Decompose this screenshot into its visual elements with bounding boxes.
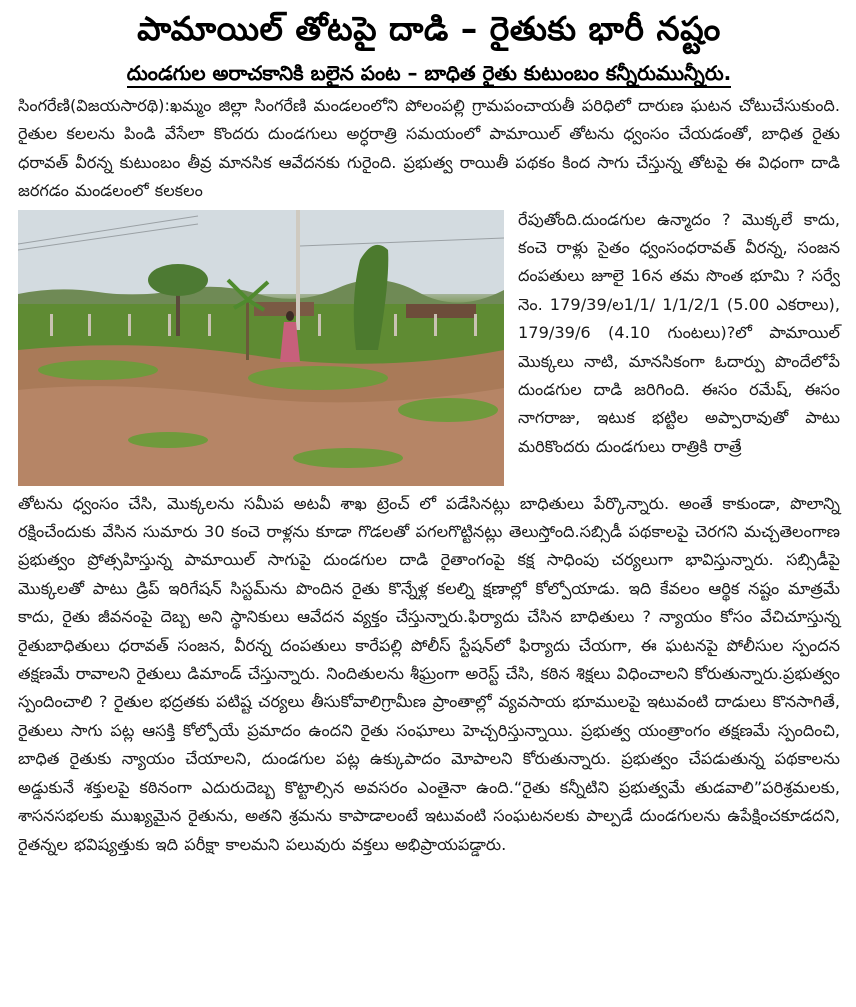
article-main-text: తోటను ధ్వంసం చేసి, మొక్కలను సమీప అటవీ శాఖ ట్రెంచ్ లో పడేసినట్లు బాధితులు పేర్కొన్నారు. అంతే కాకుండా, పొలాన్ని రక్షించేందుకు వేసిన సుమారు 30 కంచె రాళ్లను కూడా గొడలతో పగలగొట్టినట్లు తెలుస్తోంది.సబ్సిడీ పథకాలపై చెరగని మచ్చతెలంగాణ ప్రభుత్వం ప్రోత్సహిస్తున్న పామాయిల్ సాగుపై దుండగుల దాడి రైతాంగంపై కక్ష సాధింపు చర్యలుగా భావిస్తున్నారు. సబ్సిడీపై మొక్కలతో పాటు డ్రిప్ ఇరిగేషన్ సిస్టమ్‌ను పొందిన రైతు కొన్నేళ్ల కలల్ని క్షణాల్లో కోల్పోయాడు. ఇది కేవలం ఆర్థిక నష్టం మాత్రమే కాదు, రైతు జీవనంపై దెబ్బ అని స్థానికులు ఆవేదన వ్యక్తం చేస్తున్నారు.ఫిర్యాదు చేసిన బాధితులు ? న్యాయం కోసం వేచిచూస్తున్న రైతుబాధితులు ధరావత్ సంజన, వీరన్న దంపతులు కారేపల్లి పోలీస్ స్టేషన్‌లో ఫిర్యాదు చేయగా, ఈ ఘటనపై పోలీసుల స్పందన తక్షణమే రావాలని రైతులు డిమాండ్ చేస్తున్నారు. నిందితులను శీఘ్రంగా అరెస్ట్ చేసి, కఠిన శిక్షలు విధించాలని కోరుతున్నారు.ప్రభుత్వం స్పందించాలి ? రైతుల భద్రతకు పటిష్ట చర్యలు తీసుకోవాలిగ్రామీణ ప్రాంతాల్లో వ్యవసాయ భూములపై ఇటువంటి దాడులు కొనసాగితే, రైతులు సాగు పట్ల ఆసక్తి కోల్పోయే ప్రమాదం ఉందని రైతు సంఘాలు హెచ్చరిస్తున్నాయి. ప్రభుత్వ యంత్రాంగం తక్షణమే స్పందించి, బాధిత రైతుకు న్యాయం చేయాలని, దుండగుల పట్ల ఉక్కుపాదం మోపాలని కోరుతున్నారు. ప్రభుత్వం చేపడుతున్న పథకాలను అడ్డుకునే శక్తులపై కఠినంగా ఎదురుదెబ్బ కొట్టాల్సిన అవసరం ఎంతైనా ఉంది.“రైతు కన్నీటిని ప్రభుత్వమే తుడవాలి”పరిశ్రమలకు, శాసనసభలకు ముఖ్యమైన రైతును, అతని శ్రమను కాపాడాలంటే ఇటువంటి సంఘటనలకు పాల్పడే దుండగులను ఉపేక్షించకూడదని, రైతన్నల భవిష్యత్తుకు ఇది పరీక్షా కాలమని పలువురు వక్తలు అభిప్రాయపడ్డారు. — [18, 493, 840, 854]
photo-illustration — [18, 210, 504, 486]
farm-field-photo — [18, 210, 504, 486]
article-body — [18, 92, 840, 859]
subheadline — [18, 58, 840, 88]
subheadline-text: దుండగుల అరాచకానికి బలైన పంట – బాధిత రైతు కుటుంబం కన్నీరుమున్నీరు. — [127, 61, 731, 88]
headline: పామాయిల్ తోటపై దాడి – రైతుకు భారీ నష్టం — [137, 9, 721, 48]
article-wrap-text: రేపుతోంది.దుండగుల ఉన్మాదం ? మొక్కలే కాదు, కంచె రాళ్లు సైతం ధ్వంసంధరావత్ వీరన్న, సంజన దంపతులు జూలై 16న తమ సొంత భూమి ? సర్వే నెం. 179/39/ల1/1/ 1/1/2/1 (5.00 ఎకరాలు), 179/39/6 (4.10 గుంటలు)?లో పామాయిల్ మొక్కలు నాటి, మానసికంగా ఓదార్పు పొందేలోపే దుండగుల దాడి జరిగింది. ఈసం రమేష్, ఈసం నాగరాజు, ఇటుక భట్టిల అప్పారావుతో పాటు మరికొందరు దుండగులు రాత్రికి రాత్రే — [518, 209, 840, 456]
article-intro: సింగరేణి(విజయసారథి):ఖమ్మం జిల్లా సింగరేణి మండలంలోని పోలంపల్లి గ్రామపంచాయతీ పరిధిలో దారుణ ఘటన చోటుచేసుకుంది. రైతుల కలలను పిండి వేసేలా కొందరు దుండగులు అర్ధరాత్రి సమయంలో పామాయిల్ తోటను ధ్వంసం చేయడంతో, బాధిత రైతు ధరావత్ వీరన్న కుటుంబం తీవ్ర మానసిక ఆవేదనకు గురైంది. ప్రభుత్వ రాయితీ పథకం కింద సాగు చేస్తున్న తోటపై ఈ విధంగా దాడి జరగడం మండలంలో కలకలం — [18, 96, 840, 201]
